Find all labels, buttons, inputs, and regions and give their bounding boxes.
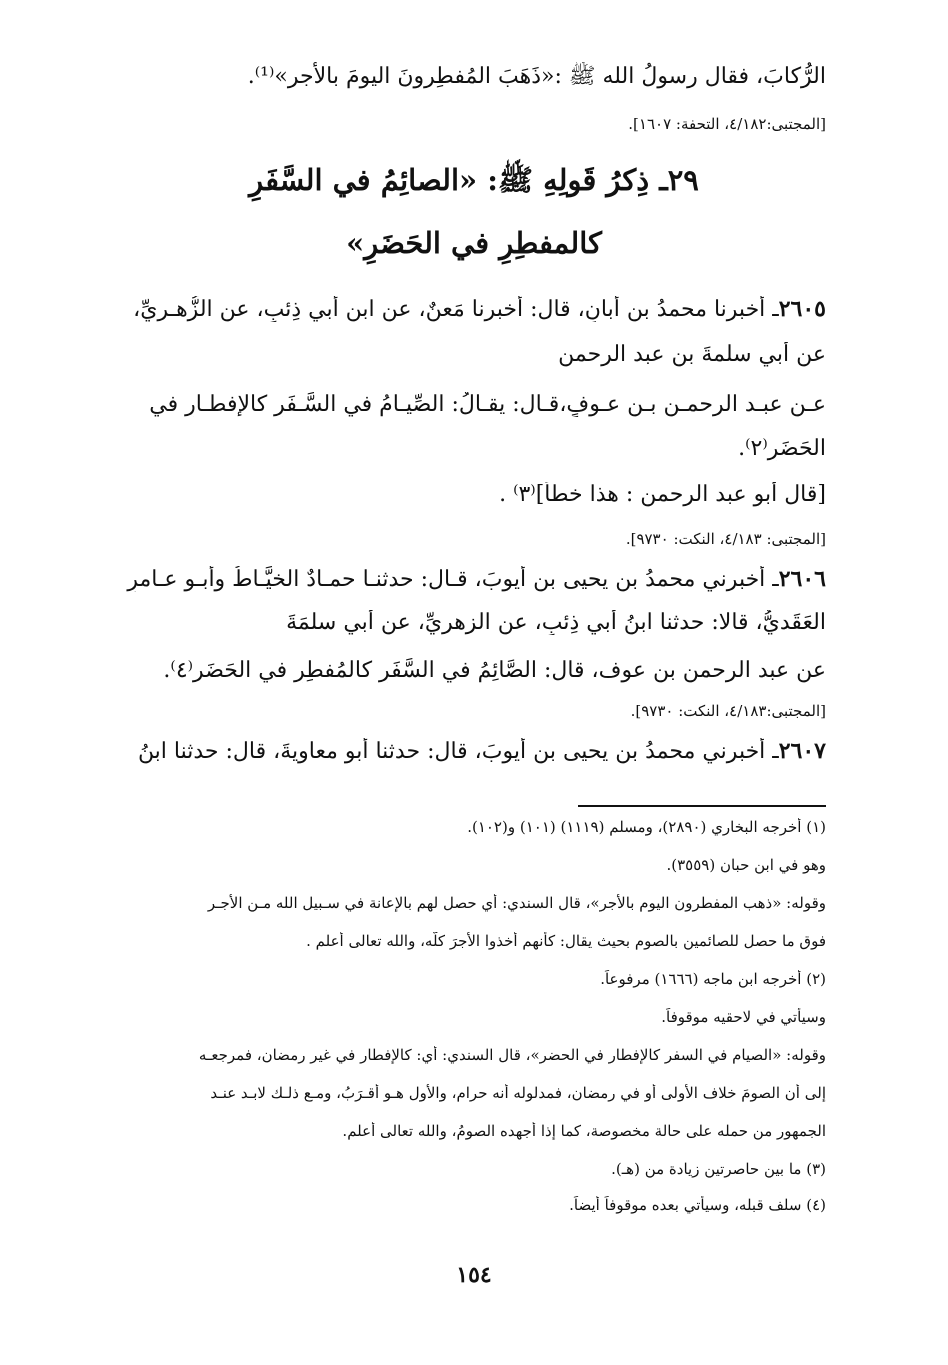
footnote-line: وقوله: «ذهب المفطرون اليوم بالأجر»، قال السندي: أي حصل لهم بالإعانة في سـبيل الله مـن الأجـر	[207, 894, 826, 912]
hadith-text: ـ أخبرني محمدُ بن يحيى بن أيوبَ، قال: حدثنا أبو معاويةَ، قال: حدثنا ابنُ	[137, 739, 779, 764]
hadith-2605-line-1	[115, 296, 826, 322]
page-number: ١٥٤	[456, 1262, 492, 1288]
footnote-line: (١) أخرجه البخاري (٢٨٩٠)، ومسلم (١١١٩) (١٠١) و(١٠٢).	[467, 818, 826, 836]
hadith-2605-line-5: [قال أبو عبد الرحمن : هذا خطأٌ]⁽٣⁾ .	[499, 482, 826, 507]
hadith-text: ـ أخبرني محمدُ بن يحيى بن أيوبَ، قـال: حدثنـا حمـادٌ الخيَّـاطُ وأبـو عـامرٍ	[127, 567, 779, 592]
reference-line: [المجتبى:٤/١٨٢، التحفة: ١٦٠٧].	[628, 115, 826, 133]
chapter-title-line-2: كالمفطِرِ في الحَضَرِ»	[346, 226, 602, 260]
footnote-line: وسيأتي في لاحقيه موقوفاً.	[661, 1008, 826, 1026]
hadith-2606-line-2: العَقَديُّ، قالا: حدثنا ابنُ أبي ذِئبٍ، عن الزهريِّ، عن أبي سلمَةَ	[286, 610, 826, 635]
hadith-text: ـ أخبرنا محمدُ بن أبانٍ، قال: أخبرنا مَعنٌ، عن ابن أبي ذِئبٍ، عن الزُّهـريِّ،	[133, 297, 779, 322]
footnote-separator	[578, 805, 826, 807]
reference-line: [المجتبى: ٤/١٨٣، النكت: ٩٧٣٠].	[625, 530, 826, 548]
footnote-line: (٢) أخرجه ابن ماجه (١٦٦٦) مرفوعاً.	[600, 970, 826, 988]
chapter-title-line-1: ٢٩ـ ذِكرُ قَولِهِ ﷺ: «الصائِمُ في السَّفَرِ	[249, 163, 699, 197]
hadith-2606-line-3: عن عبد الرحمن بن عوف، قال: الصَّائِمُ في السَّفَرِ كالمُفطِرِ في الحَضَر⁽٤⁾.	[163, 658, 826, 683]
footnote-line: وقوله: «الصيام في السفر كالإفطار في الحضر»، قال السندي: أي: كالإفطار في غير رمضان، فمرجعـه	[198, 1046, 826, 1064]
footnote-line: فوق ما حصل للصائمين بالصوم بحيث يقال: كأنهم أخذوا الأجرَ كلَّه، والله تعالى أعلم .	[306, 932, 826, 950]
hadith-2605-line-3: عـن عبـد الرحمـن بـن عـوفٍ،قـال: يقـالُ: الصِّيـامُ في السَّـفَرِ كالإفطـارِ في	[149, 392, 826, 417]
footnote-line: (٣) ما بين حاصرتين زيادة من (هـ).	[611, 1160, 826, 1178]
hadith-2607-line-1	[115, 738, 826, 764]
footnote-line: إلى أن الصومَ خلاف الأولى أو في رمضان، فمدلوله أنه حرام، والأول هـو أقـرَبُ، ومـع ذلـك لابـد عنـد	[210, 1084, 826, 1102]
hadith-number: ٢٦٠٦	[778, 566, 826, 592]
hadith-2605-line-2: عن أبي سلمةَ بن عبد الرحمن	[558, 342, 826, 367]
footnote-line: وهو في ابن حبان (٣٥٥٩).	[666, 856, 826, 874]
hadith-2606-line-1	[115, 566, 826, 592]
hadith-number: ٢٦٠٥	[778, 296, 826, 322]
footnote-line: الجمهور من حمله على حالة مخصوصة، كما إذا أجهده الصومُ، والله تعالى أعلم.	[342, 1122, 826, 1140]
hadith-2605-line-4: الحَضَرِ⁽٢⁾.	[738, 436, 826, 461]
hadith-number: ٢٦٠٧	[778, 738, 826, 764]
body-line: الرُّكابَ، فقال رسولُ الله ﷺ :«ذَهَبَ المُفطِرونَ اليومَ بالأَجر»⁽¹⁾.	[247, 64, 826, 89]
footnote-line: (٤) سلف قبله، وسيأتي بعده موقوفاً أيضاً.	[569, 1196, 826, 1214]
reference-line: [المجتبى:٤/١٨٣، النكت: ٩٧٣٠].	[630, 702, 826, 720]
